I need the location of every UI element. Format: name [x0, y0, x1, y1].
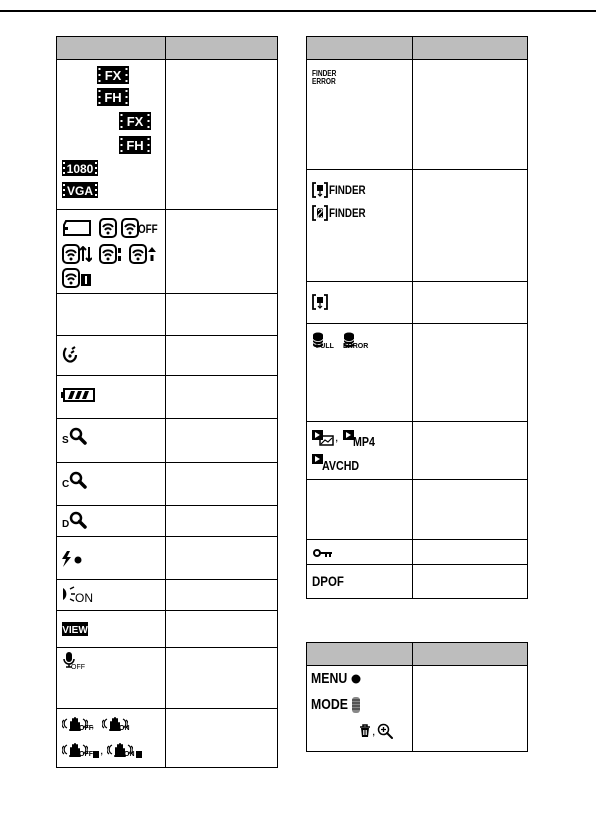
indicator-cell — [307, 282, 413, 324]
off-label: OFF — [138, 222, 158, 236]
zoom-in-icon — [377, 723, 393, 739]
zoom-icon — [69, 427, 87, 445]
finder-label: FINDER — [329, 183, 366, 197]
movie-recording-mode-fh-icon — [119, 136, 151, 154]
table-row — [57, 419, 278, 463]
indicator-cell — [57, 611, 166, 648]
meaning-cell — [413, 282, 528, 324]
meaning-cell — [413, 170, 528, 282]
top-rule — [0, 10, 596, 12]
table-row — [307, 60, 528, 170]
indicator-cell — [307, 480, 413, 540]
wifi-icon — [62, 244, 80, 264]
header-cell-indicator — [307, 643, 413, 666]
indicator-cell — [57, 506, 166, 537]
fx-label: FX — [104, 68, 122, 83]
table-row — [307, 480, 528, 540]
indicator-cell — [307, 324, 413, 422]
off-label: OFF — [79, 751, 93, 758]
view-label: VIEW — [62, 625, 88, 636]
wifi-status-bars-icon — [118, 248, 122, 262]
meaning-cell — [413, 565, 528, 599]
fx-label: FX — [126, 114, 144, 129]
indicator-table-left — [56, 36, 278, 768]
live-view-icon — [62, 622, 88, 636]
indicator-cell: OFF , ON OFF , ON — [57, 709, 166, 768]
table-header-row — [307, 643, 528, 666]
steadyshot-mode-mark-icon — [136, 751, 142, 758]
meaning-cell — [166, 709, 278, 768]
indicator-cell — [307, 540, 413, 565]
wifi-icon — [62, 268, 80, 288]
indicator-table-bottom — [306, 642, 528, 752]
movie-recording-mode-fh-icon — [97, 88, 129, 106]
avchd-label: AVCHD — [322, 458, 360, 473]
smile-shutter-icon — [62, 346, 78, 364]
table-header-row — [57, 37, 278, 60]
indicator-cell: MENU MODE , — [307, 666, 413, 752]
flash-charging-icon — [62, 551, 84, 567]
table-row — [57, 60, 278, 210]
finder-error-line1: FINDER — [312, 69, 337, 78]
database-error-label: ERROR — [343, 343, 369, 350]
database-full-label: FULL — [316, 343, 334, 350]
af-illuminator-icon — [62, 586, 76, 602]
meaning-cell — [413, 480, 528, 540]
finder-tilt-icon — [312, 205, 328, 221]
meaning-cell — [166, 376, 278, 419]
off-label: OFF — [71, 664, 85, 671]
table-row — [57, 709, 278, 768]
zoom-c-label: C — [62, 479, 70, 490]
table-row — [57, 294, 278, 336]
indicator-cell — [57, 580, 166, 611]
indicator-cell: , MP4 AVCHD — [307, 422, 413, 480]
table-row — [307, 666, 528, 752]
meaning-cell — [166, 463, 278, 506]
mp4-label: MP4 — [353, 434, 375, 449]
meaning-cell — [166, 506, 278, 537]
wifi-icon — [129, 244, 147, 264]
meaning-cell — [166, 60, 278, 210]
finder-label: FINDER — [329, 206, 366, 220]
indicator-cell — [57, 60, 166, 210]
indicator-cell — [57, 210, 166, 294]
off-label: OFF — [79, 725, 93, 732]
wifi-upload-arrow-icon — [148, 246, 156, 262]
meaning-cell — [166, 210, 278, 294]
wifi-icon — [99, 218, 117, 238]
table-row — [57, 648, 278, 709]
header-cell-indicator — [307, 37, 413, 60]
playback-folder-icon — [312, 430, 334, 446]
header-cell-meaning — [413, 37, 528, 60]
zoom-s-label: S — [62, 435, 69, 446]
movie-size-1080-icon — [62, 160, 98, 176]
table-row — [57, 210, 278, 294]
table-row — [57, 611, 278, 648]
record-dot-icon — [351, 674, 361, 684]
dpof-icon — [312, 573, 351, 589]
on-label: ON — [119, 725, 130, 732]
steadyshot-mode-mark-icon — [93, 751, 99, 758]
table-row — [307, 422, 528, 480]
zoom-icon — [69, 511, 87, 529]
indicator-table-right — [306, 36, 528, 599]
indicator-cell — [57, 463, 166, 506]
header-cell-meaning — [166, 37, 278, 60]
table-row — [57, 376, 278, 419]
meaning-cell — [166, 294, 278, 336]
meaning-cell — [413, 60, 528, 170]
indicator-cell — [57, 648, 166, 709]
movie-recording-mode-fx-icon — [97, 66, 129, 84]
protect-key-icon — [313, 548, 333, 558]
meaning-cell — [166, 336, 278, 376]
wifi-warning-icon — [81, 274, 91, 286]
fh-label: FH — [104, 90, 122, 105]
indicator-cell — [307, 60, 413, 170]
wifi-icon — [99, 244, 117, 264]
meaning-cell — [166, 648, 278, 709]
indicator-cell — [57, 419, 166, 463]
table-row — [307, 540, 528, 565]
table-row — [57, 463, 278, 506]
meaning-cell — [413, 324, 528, 422]
finder-tilt-icon — [312, 294, 328, 310]
meaning-cell — [166, 611, 278, 648]
indicator-cell — [307, 565, 413, 599]
finder-error-icon — [312, 70, 342, 86]
finder-error-line2: ERROR — [312, 77, 336, 86]
menu-button-icon — [311, 670, 355, 688]
meaning-cell — [413, 422, 528, 480]
indicator-cell — [57, 376, 166, 419]
table-row — [307, 324, 528, 422]
table-row — [307, 282, 528, 324]
fh-label: FH — [126, 138, 144, 153]
menu-label: MENU — [311, 670, 348, 687]
mode-dial-icon — [351, 696, 361, 714]
wifi-transfer-icon — [80, 246, 92, 262]
res-1080-label: 1080 — [66, 162, 94, 176]
table-row — [57, 537, 278, 580]
meaning-cell — [166, 537, 278, 580]
finder-tilt-icon — [312, 182, 328, 198]
on-label: ON — [75, 591, 93, 605]
table-row — [57, 336, 278, 376]
battery-icon — [61, 388, 95, 402]
indicator-cell — [57, 336, 166, 376]
zoom-icon — [69, 471, 87, 489]
movie-size-vga-icon — [62, 182, 98, 198]
vga-label: VGA — [66, 184, 94, 198]
wifi-off-icon — [121, 218, 139, 238]
meaning-cell — [166, 419, 278, 463]
movie-recording-mode-fx-icon — [119, 112, 151, 130]
indicator-cell — [57, 294, 166, 336]
mode-dial-icon — [311, 696, 356, 714]
mode-label: MODE — [311, 696, 348, 713]
table-row — [57, 506, 278, 537]
table-header-row — [307, 37, 528, 60]
meaning-cell — [413, 666, 528, 752]
table-row — [307, 565, 528, 599]
meaning-cell — [166, 580, 278, 611]
trash-icon — [359, 724, 371, 738]
dpof-label: DPOF — [312, 573, 344, 589]
header-cell-indicator — [57, 37, 166, 60]
zoom-d-label: D — [62, 519, 70, 530]
indicator-cell — [307, 170, 413, 282]
table-row — [307, 170, 528, 282]
on-label: ON — [124, 751, 135, 758]
meaning-cell — [413, 540, 528, 565]
indicator-cell — [57, 537, 166, 580]
table-row — [57, 580, 278, 611]
memory-card-wifi-icon — [62, 220, 92, 236]
header-cell-meaning — [413, 643, 528, 666]
